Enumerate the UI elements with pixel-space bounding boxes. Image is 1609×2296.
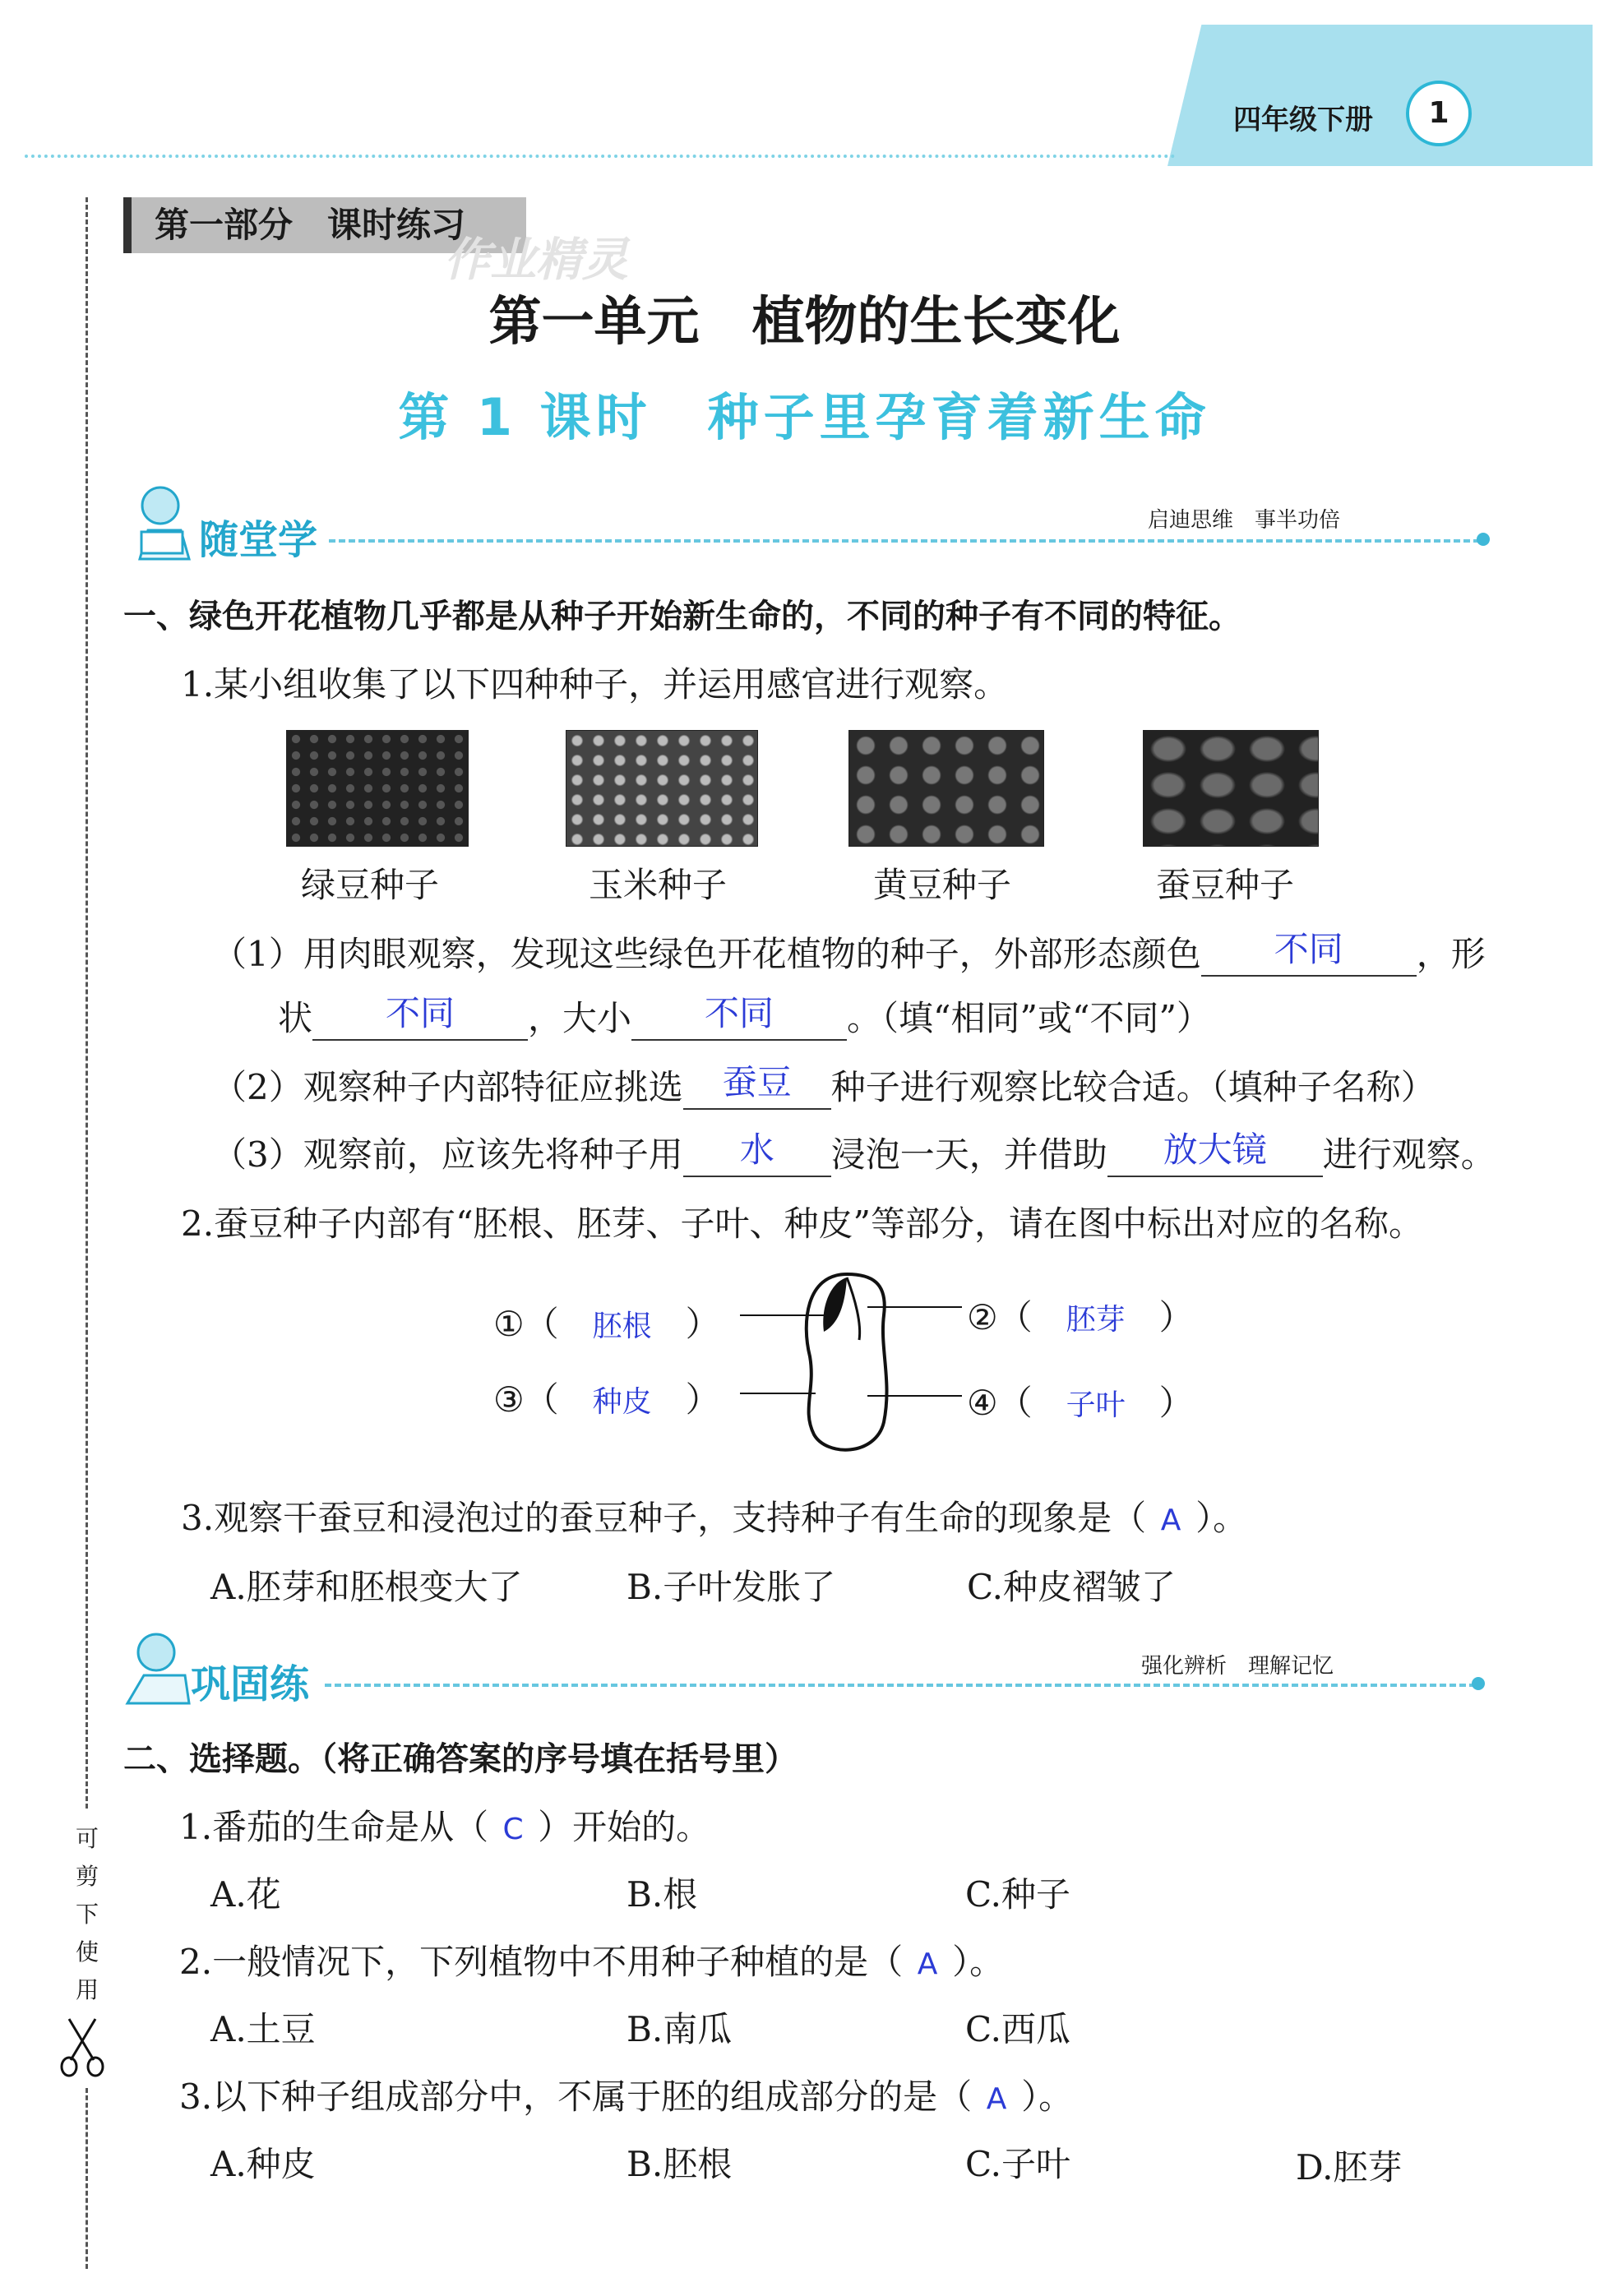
p2-q2-option-a[interactable]: A.土豆 — [210, 2009, 316, 2049]
corn-seed-image — [566, 730, 758, 847]
q1-sub3-text-c: 进行观察。 — [1322, 1134, 1496, 1175]
seed-label-3: 黄豆种子 — [873, 865, 1012, 905]
p2-q1-stem-b: ）开始的。 — [538, 1807, 711, 1847]
section-1-dot — [1477, 533, 1490, 546]
cut-note-char-2: 剪 — [75, 1863, 99, 1890]
q1-sub1-text-d: ，大小 — [528, 998, 632, 1038]
q3-stem — [181, 1491, 1247, 1541]
q1-sub1-blank-1[interactable] — [1201, 929, 1417, 977]
p2-q3-option-c[interactable]: C.子叶 — [965, 2144, 1070, 2184]
seed-label-4: 蚕豆种子 — [1156, 865, 1295, 905]
p2-q2-option-b[interactable]: B.南瓜 — [626, 2009, 733, 2049]
p2-q1-answer[interactable]: C — [502, 1813, 524, 1846]
p2-q3-option-d[interactable]: D.胚芽 — [1296, 2147, 1403, 2187]
p2-q1-stem-a: 1.番茄的生命是从（ — [179, 1807, 489, 1847]
grade-label: 四年级下册 — [1233, 104, 1373, 136]
broad-bean-diagram — [724, 1266, 987, 1467]
p2-q1-option-c[interactable]: C.种子 — [965, 1874, 1070, 1915]
q1-sub3-blank-2[interactable] — [1107, 1130, 1323, 1177]
q1-sub1-answer-1: 不同 — [1274, 929, 1343, 969]
label-2-answer: 胚芽 — [1066, 1303, 1126, 1337]
seed-label-2: 玉米种子 — [589, 865, 728, 905]
q1-sub1-answer-3: 不同 — [705, 993, 774, 1033]
label-3-number: ③（ — [493, 1379, 559, 1420]
q3-stem-a: 3.观察干蚕豆和浸泡过的蚕豆种子，支持种子有生命的现象是（ — [181, 1498, 1147, 1538]
q1-sub1-text-a: （1）用肉眼观察，发现这些绿色开花植物的种子，外部形态颜色 — [212, 934, 1201, 974]
label-2 — [967, 1291, 1194, 1340]
scissors-icon — [58, 2014, 107, 2083]
label-4-answer: 子叶 — [1066, 1388, 1126, 1422]
section-2-dot — [1472, 1677, 1485, 1690]
q1-sub1-blank-3[interactable] — [631, 993, 847, 1041]
section-2-dashed-line — [325, 1684, 1476, 1687]
part-label: 第一部分 课时练习 — [123, 197, 526, 253]
writing-kid-icon — [115, 1628, 197, 1713]
q3-option-b[interactable]: B.子叶发胀了 — [626, 1567, 836, 1607]
label-3-close: ） — [685, 1379, 720, 1420]
label-4 — [967, 1376, 1194, 1425]
lesson-title: 第 1 课时 种子里孕育着新生命 — [398, 387, 1211, 447]
p2-q2-answer[interactable]: A — [917, 1947, 938, 1981]
p2-q2-option-c[interactable]: C.西瓜 — [965, 2009, 1070, 2049]
p2-q3-option-b[interactable]: B.胚根 — [626, 2144, 733, 2184]
q1-sub1-text-e: 。（填“相同”或“不同”） — [847, 998, 1211, 1038]
header-band — [1167, 25, 1593, 166]
section-1-tagline: 启迪思维 事半功倍 — [1148, 508, 1341, 533]
p2-q3-stem — [179, 2070, 1073, 2119]
reading-kid-icon — [123, 481, 206, 566]
part1-heading: 一、绿色开花植物几乎都是从种子开始新生命的，不同的种子有不同的特征。 — [123, 598, 1241, 635]
label-1-number: ①（ — [493, 1304, 559, 1344]
page-number: 1 — [1406, 81, 1472, 146]
part2-heading: 二、选择题。（将正确答案的序号填在括号里） — [123, 1740, 798, 1778]
broad-bean-image — [1143, 730, 1319, 847]
q1-sub1-line1 — [212, 927, 1486, 977]
q1-stem: 1.某小组收集了以下四种种子，并运用感官进行观察。 — [181, 664, 1009, 705]
q1-sub2 — [212, 1060, 1436, 1110]
p2-q2-stem-a: 2.一般情况下，下列植物中不用种子种植的是（ — [179, 1942, 904, 1982]
p2-q1-option-a[interactable]: A.花 — [210, 1874, 281, 1915]
q3-stem-b: ）。 — [1195, 1498, 1248, 1538]
mung-bean-image — [286, 730, 469, 847]
q1-sub3-answer-2: 放大镜 — [1163, 1130, 1267, 1170]
section-2-title: 巩固练 — [191, 1661, 310, 1707]
cut-line-bottom — [86, 2088, 88, 2269]
cut-note-char-4: 使 — [75, 1938, 99, 1966]
section-2-tagline: 强化辨析 理解记忆 — [1141, 1654, 1334, 1679]
q1-sub2-text-a: （2）观察种子内部特征应挑选 — [212, 1067, 683, 1107]
q1-sub1-line2 — [278, 991, 1211, 1041]
q3-option-c[interactable]: C.种皮褶皱了 — [967, 1567, 1176, 1607]
watermark: 作业精灵 — [444, 233, 628, 287]
label-1-answer: 胚根 — [592, 1310, 652, 1343]
soybean-image — [848, 730, 1044, 847]
q1-sub2-text-b: 种子进行观察比较合适。（填种子名称） — [830, 1067, 1436, 1107]
q1-sub1-blank-2[interactable] — [312, 993, 528, 1041]
q1-sub2-blank[interactable] — [683, 1062, 831, 1110]
p2-q3-option-a[interactable]: A.种皮 — [210, 2144, 316, 2184]
label-2-close: ） — [1158, 1297, 1194, 1337]
cut-note — [71, 1820, 104, 2009]
q1-sub3 — [212, 1128, 1496, 1177]
cut-note-char-5: 用 — [75, 1976, 99, 2003]
p2-q3-stem-a: 3.以下种子组成部分中，不属于胚的组成部分的是（ — [179, 2077, 973, 2117]
cut-note-char-3: 下 — [75, 1901, 99, 1928]
q1-sub2-answer: 蚕豆 — [722, 1062, 792, 1102]
label-3 — [493, 1373, 720, 1422]
p2-q3-answer[interactable]: A — [986, 2082, 1007, 2116]
label-4-close: ） — [1158, 1383, 1194, 1423]
q1-sub3-text-a: （3）观察前，应该先将种子用 — [212, 1134, 683, 1175]
q1-sub3-answer-1: 水 — [739, 1130, 774, 1170]
q1-sub1-answer-2: 不同 — [386, 993, 455, 1033]
label-2-number: ②（ — [967, 1297, 1033, 1337]
section-1-dashed-line — [329, 539, 1480, 543]
seed-label-1: 绿豆种子 — [301, 865, 440, 905]
section-1-title: 随堂学 — [199, 517, 318, 563]
q1-sub1-text-b: ，形 — [1416, 934, 1486, 974]
q3-answer[interactable]: A — [1160, 1504, 1181, 1537]
p2-q2-stem — [179, 1935, 1004, 1984]
unit-title: 第一单元 植物的生长变化 — [488, 291, 1121, 353]
q1-sub3-text-b: 浸泡一天，并借助 — [830, 1134, 1107, 1175]
q3-option-a[interactable]: A.胚芽和胚根变大了 — [210, 1567, 523, 1607]
p2-q1-stem — [179, 1800, 710, 1850]
header-dotted-line — [25, 155, 1176, 158]
q1-sub3-blank-1[interactable] — [683, 1130, 831, 1177]
label-1 — [493, 1297, 720, 1347]
cut-line-top — [86, 197, 88, 1809]
p2-q3-stem-b: ）。 — [1021, 2077, 1074, 2117]
p2-q2-stem-b: ）。 — [952, 1942, 1005, 1982]
label-4-number: ④（ — [967, 1383, 1033, 1423]
cut-note-char-1: 可 — [75, 1825, 99, 1852]
q2-stem: 2.蚕豆种子内部有“胚根、胚芽、子叶、种皮”等部分，请在图中标出对应的名称。 — [181, 1203, 1424, 1244]
p2-q1-option-b[interactable]: B.根 — [626, 1874, 698, 1915]
label-1-close: ） — [685, 1304, 720, 1344]
q1-sub1-text-c: 状 — [278, 998, 313, 1038]
label-3-answer: 种皮 — [592, 1385, 652, 1419]
